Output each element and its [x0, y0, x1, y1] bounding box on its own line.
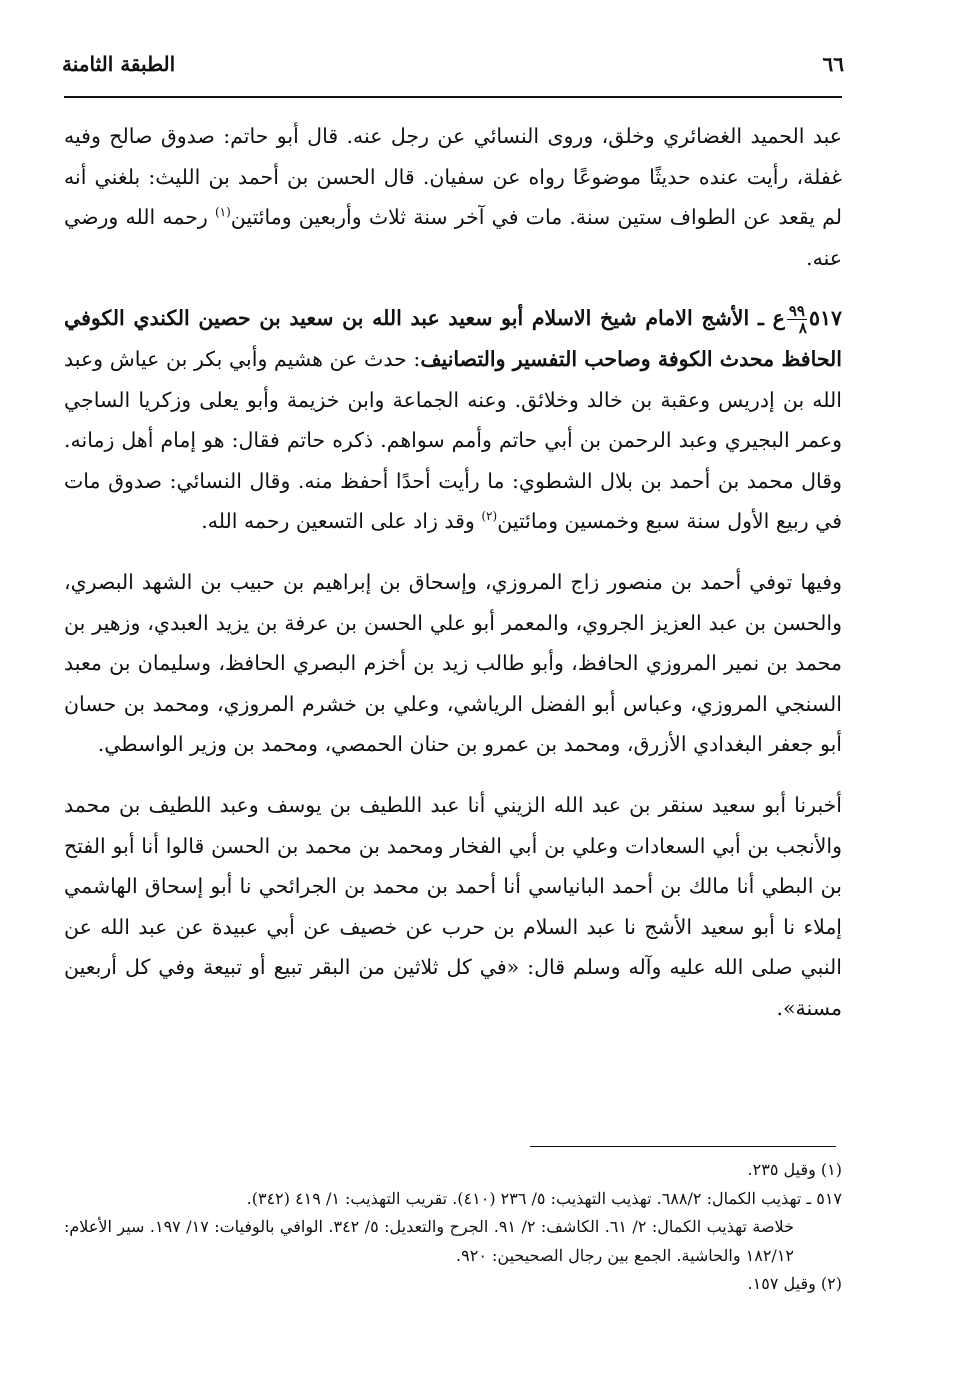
- footnote-continuation: خلاصة تهذيب الكمال: ٢/ ٦١. الكاشف: ٢/ ٩١. الجرح والتعديل: ٥/ ٣٤٢. الوافي بالوفيات: ١٧/ ١٩٧. سير الأعلام: ١٨٢/١٢ والحاشية. الجمع بين رجال الصحيحين: ٩٢٠.: [64, 1217, 794, 1265]
- footnote-rule: [530, 1146, 836, 1147]
- entry-text: وقد زاد على التسعين رحمه الله.: [201, 509, 482, 534]
- paragraph-gap: [64, 542, 842, 562]
- biography-entry: [64, 298, 842, 542]
- footnote-ref: (٢): [481, 509, 498, 524]
- header-rule: [64, 96, 842, 98]
- section-title: الطبقة الثامنة: [62, 52, 176, 76]
- footnote-ref: (١): [214, 205, 231, 220]
- entry-number: ٥١٧: [808, 306, 842, 331]
- fraction-numerator: ٩٩: [788, 302, 805, 321]
- paragraph: وفيها توفي أحمد بن منصور زاج المروزي، وإسحاق بن إبراهيم بن حبيب بن الشهد البصري، والحسن بن عبد العزيز الجروي، والمعمر أبو علي الحسن بن عرفة بن يزيد العبدي، وزهير بن محمد بن نمير المروزي الحافظ، وأبو طالب زيد بن أخزم البصري الحافظ، وسليمان بن معبد السنجي المروزي، وعباس أبو الفضل الرياشي، وعلي بن خشرم المروزي، ومحمد بن حسان أبو جعفر البغدادي الأزرق، ومحمد بن عمرو بن حنان الحمصي، ومحمد بن وزير الواسطي.: [64, 569, 842, 757]
- paragraph-text: عبد الحميد الغضائري وخلق، وروى النسائي عن رجل عنه. قال أبو حاتم: صدوق صالح وفيه غفلة، رأيت عنده حديثًا موضوعًا رواه عن سفيان. قال الحسن بن أحمد بن الليث: بلغني أنه لم يقعد عن الطواف ستين سنة. مات في آخر سنة ثلاث وأربعين ومائتين: [64, 124, 842, 230]
- fraction-denominator: ٨: [798, 319, 807, 338]
- paragraph-gap: [64, 765, 842, 785]
- footnotes: [64, 1156, 842, 1299]
- entry-text: : حدث عن هشيم وأبي بكر بن عياش وعبد الله بن إدريس وعقبة بن خالد وخلائق. وعنه الجماعة وابن خزيمة وأبو يعلى وزكريا الساجي وعمر البجيري وعبد الرحمن بن أبي حاتم وأمم سواهم. ذكره حاتم فقال: هو إمام أهل زمانه. وقال محمد بن أحمد بن بلال الشطوي: ما رأيت أحدًا أحفظ منه. وقال النسائي: صدوق مات في ربيع الأول سنة سبع وخمسين ومائتين: [64, 346, 842, 534]
- paragraph: أخبرنا أبو سعيد سنقر بن عبد الله الزيني أنا عبد اللطيف بن يوسف وعبد اللطيف بن محمد والأنجب بن أبي السعادات وعلي بن أبي الفخار ومحمد بن محمد بن الحسن قالوا أنا أبو الفتح بن البطي أنا مالك بن أحمد البانياسي أنا أحمد بن محمد بن الجرائحي نا أبو إسحاق الهاشمي إملاء نا أبو سعيد الأشج نا عبد السلام بن حرب عن خصيف عن أبي عبيدة عن عبد الله عن النبي صلى الله عليه وآله وسلم قال: «في كل ثلاثين من البقر تبيع أو تبيعة وفي كل أربعين مسنة».: [64, 792, 842, 1020]
- page-number: ٦٦: [822, 52, 844, 76]
- running-header: [62, 44, 844, 84]
- entry-fraction: [787, 303, 807, 336]
- entry-symbol: ع: [772, 306, 785, 331]
- paragraph-gap: [64, 278, 842, 298]
- paragraph: [64, 116, 842, 278]
- entry-heading: ـ الأشج الامام شيخ الاسلام أبو سعيد عبد الله بن سعيد بن حصين الكندي الكوفي الحافظ محدث الكوفة وصاحب التفسير والتصانيف: [64, 306, 842, 371]
- footnote: (٢) وقيل ١٥٧.: [747, 1274, 842, 1293]
- footnote: ٥١٧ ـ تهذيب الكمال: ٦٨٨/٢. تهذيب التهذيب: ٥/ ٢٣٦ (٤١٠). تقريب التهذيب: ١/ ٤١٩ (٣٤٢).: [246, 1188, 842, 1208]
- footnote: (١) وقيل ٢٣٥.: [747, 1160, 842, 1179]
- main-text: [64, 116, 842, 1028]
- paragraph-text: رحمه الله ورضي عنه.: [64, 205, 842, 270]
